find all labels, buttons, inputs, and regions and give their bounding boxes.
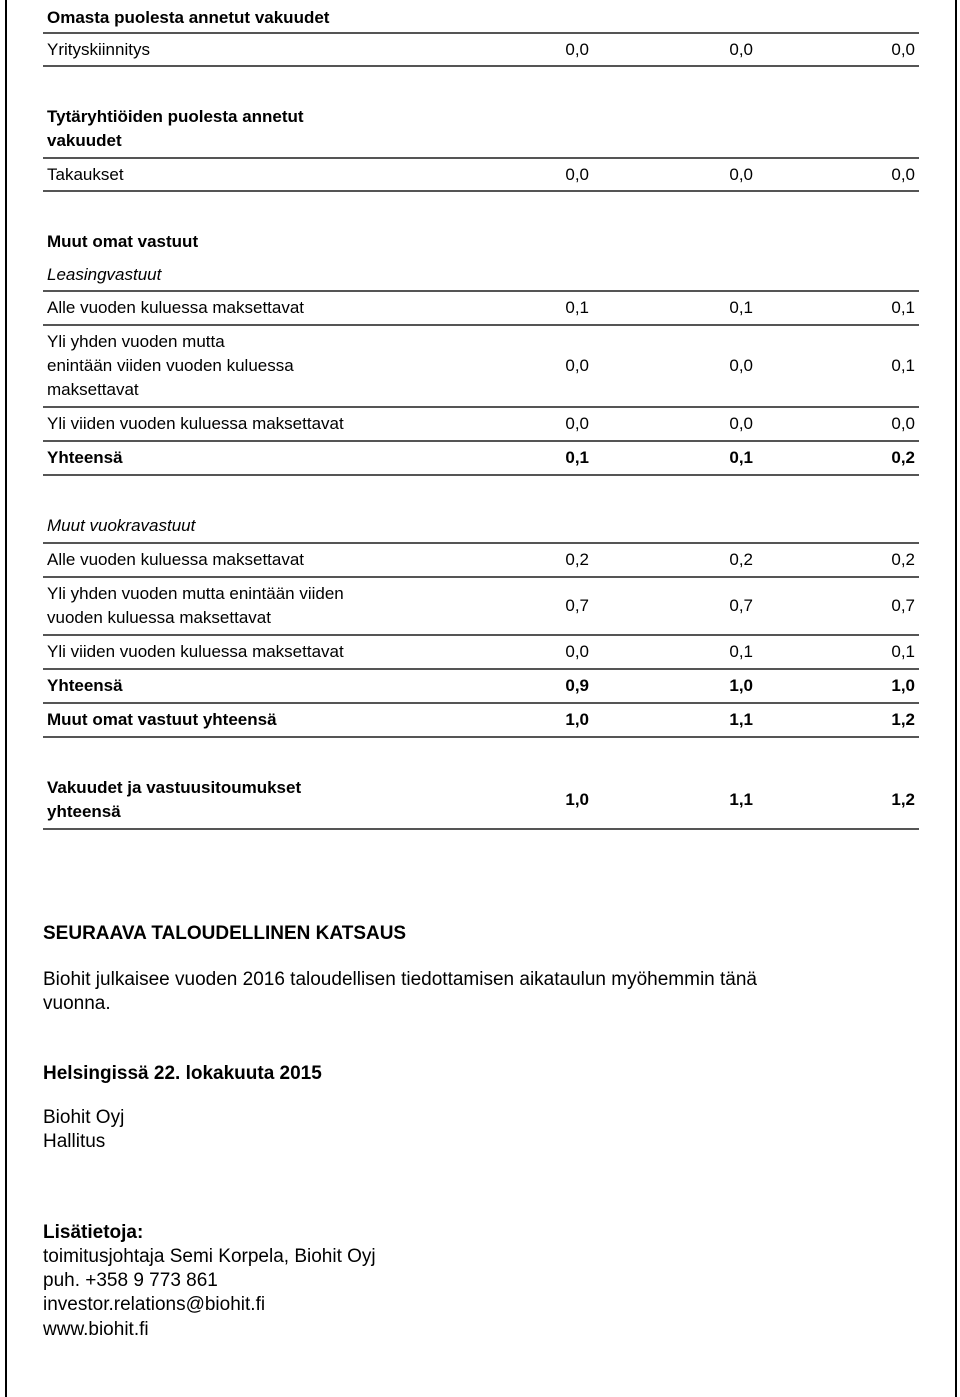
- row-label: Leasingvastuut: [47, 265, 162, 284]
- table-row: [43, 772, 919, 830]
- next-review-text-line-2: vuonna.: [43, 993, 111, 1014]
- table-row: [43, 326, 919, 408]
- value-cell-col2: 1,1: [729, 790, 753, 809]
- value-cell-col3: 0,7: [891, 596, 915, 615]
- value-cell-col2: 1,0: [729, 676, 753, 695]
- value-cell-col2: 0,1: [729, 448, 753, 467]
- value-cell-col3: 1,2: [891, 790, 915, 809]
- right-border: [955, 0, 957, 1397]
- value-cell-col2: 0,1: [729, 298, 753, 317]
- row-label: Yhteensä: [47, 448, 123, 467]
- row-label: Muut omat vastuut: [47, 232, 199, 251]
- value-cell-col2: 0,1: [729, 642, 753, 661]
- value-cell-col2: 0,0: [729, 414, 753, 433]
- table-row: [43, 510, 919, 544]
- value-cell-col3: 1,0: [891, 676, 915, 695]
- row-label: Yli yhden vuoden mutta enintään viiden vuoden kuluessa maksettavat: [47, 332, 294, 399]
- value-cell-col1: 0,0: [565, 165, 589, 184]
- value-cell-col1: 0,1: [565, 298, 589, 317]
- table-row: [43, 408, 919, 442]
- value-cell-col3: 1,2: [891, 710, 915, 729]
- table-row: [43, 101, 919, 159]
- row-label: Alle vuoden kuluessa maksettavat: [47, 550, 305, 569]
- value-cell-col3: 0,0: [891, 40, 915, 59]
- table-row: [43, 544, 919, 578]
- value-cell-col1: 0,7: [565, 596, 589, 615]
- row-label: Vakuudet ja vastuusitoumukset yhteensä: [47, 778, 302, 821]
- value-cell-col3: 0,0: [891, 165, 915, 184]
- table-row: [43, 3, 919, 34]
- row-label: Alle vuoden kuluessa maksettavat: [47, 298, 305, 317]
- table-row: [43, 704, 919, 738]
- value-cell-col3: 0,2: [891, 448, 915, 467]
- table-row: [43, 636, 919, 670]
- row-label: Yhteensä: [47, 676, 123, 695]
- value-cell-col2: 0,0: [729, 40, 753, 59]
- board-signature: Hallitus: [43, 1131, 106, 1152]
- value-cell-col1: 1,0: [565, 710, 589, 729]
- contact-phone: puh. +358 9 773 861: [43, 1270, 218, 1291]
- row-label: Yli yhden vuoden mutta enintään viiden vuoden kuluessa maksettavat: [47, 584, 344, 627]
- row-label: Muut omat vastuut yhteensä: [47, 710, 277, 729]
- value-cell-col3: 0,1: [891, 356, 915, 375]
- value-cell-col1: 0,1: [565, 448, 589, 467]
- value-cell-col1: 1,0: [565, 790, 589, 809]
- left-border: [5, 0, 7, 1397]
- value-cell-col1: 0,0: [565, 414, 589, 433]
- table-row: [43, 226, 919, 259]
- next-review-text-line-1: Biohit julkaisee vuoden 2016 taloudellisen tiedottamisen aikataulun myöhemmin tänä: [43, 969, 758, 990]
- contact-person: toimitusjohtaja Semi Korpela, Biohit Oyj: [43, 1246, 376, 1267]
- value-cell-col2: 1,1: [729, 710, 753, 729]
- value-cell-col1: 0,0: [565, 356, 589, 375]
- contact-email: investor.relations@biohit.fi: [43, 1294, 266, 1315]
- value-cell-col1: 0,2: [565, 550, 589, 569]
- row-label: Tytäryhtiöiden puolesta annetut vakuudet: [47, 107, 304, 150]
- value-cell-col1: 0,0: [565, 642, 589, 661]
- value-cell-col2: 0,0: [729, 165, 753, 184]
- value-cell-col3: 0,1: [891, 298, 915, 317]
- row-label: Yli viiden vuoden kuluessa maksettavat: [47, 414, 344, 433]
- table-row: [43, 578, 919, 636]
- table-row: [43, 442, 919, 476]
- row-label: Takaukset: [47, 165, 124, 184]
- contact-heading: Lisätietoja:: [43, 1222, 144, 1243]
- company-name: Biohit Oyj: [43, 1107, 125, 1128]
- value-cell-col2: 0,7: [729, 596, 753, 615]
- value-cell-col3: 0,2: [891, 550, 915, 569]
- contact-website: www.biohit.fi: [43, 1319, 149, 1340]
- table-row: [43, 34, 919, 67]
- next-review-heading: SEURAAVA TALOUDELLINEN KATSAUS: [43, 923, 407, 944]
- value-cell-col2: 0,2: [729, 550, 753, 569]
- row-label: Yli viiden vuoden kuluessa maksettavat: [47, 642, 344, 661]
- value-cell-col2: 0,0: [729, 356, 753, 375]
- value-cell-col1: 0,0: [565, 40, 589, 59]
- value-cell-col3: 0,0: [891, 414, 915, 433]
- place-date: Helsingissä 22. lokakuuta 2015: [43, 1063, 322, 1084]
- row-label: Muut vuokravastuut: [47, 516, 196, 535]
- table-row: [43, 670, 919, 704]
- row-label: Omasta puolesta annetut vakuudet: [47, 8, 330, 27]
- table-row: [43, 259, 919, 292]
- table-row: [43, 159, 919, 192]
- row-label: Yrityskiinnitys: [47, 40, 150, 59]
- value-cell-col1: 0,9: [565, 676, 589, 695]
- table-row: [43, 292, 919, 326]
- value-cell-col3: 0,1: [891, 642, 915, 661]
